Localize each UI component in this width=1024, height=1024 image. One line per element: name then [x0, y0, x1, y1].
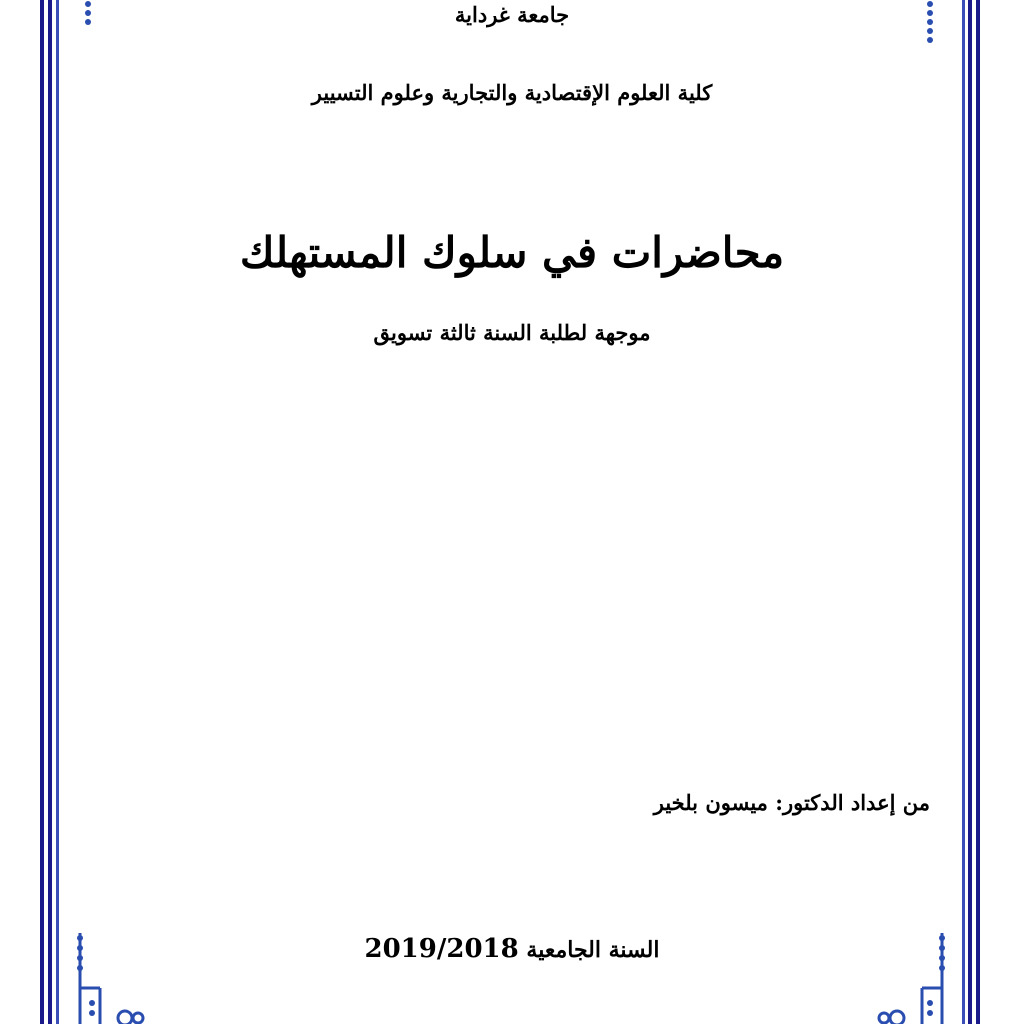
- ornamental-border-left: [40, 0, 52, 1024]
- academic-year-label: السنة الجامعية: [526, 937, 660, 963]
- academic-year-value: 2019/2018: [364, 934, 519, 964]
- faculty-name: كلية العلوم الإقتصادية والتجارية وعلوم التسيير: [311, 80, 713, 105]
- university-name: جامعة غرداية: [454, 2, 570, 27]
- document-subtitle: موجهة لطلبة السنة ثالثة تسويق: [373, 320, 651, 345]
- ornamental-border-right-inner: [962, 0, 965, 1024]
- academic-year: [0, 934, 1024, 964]
- author-line: من إعداد الدكتور: ميسون بلخير: [653, 790, 930, 815]
- ornamental-border-left-inner: [56, 0, 59, 1024]
- ornamental-border-right: [968, 0, 980, 1024]
- document-title: محاضرات في سلوك المستهلك: [239, 228, 785, 277]
